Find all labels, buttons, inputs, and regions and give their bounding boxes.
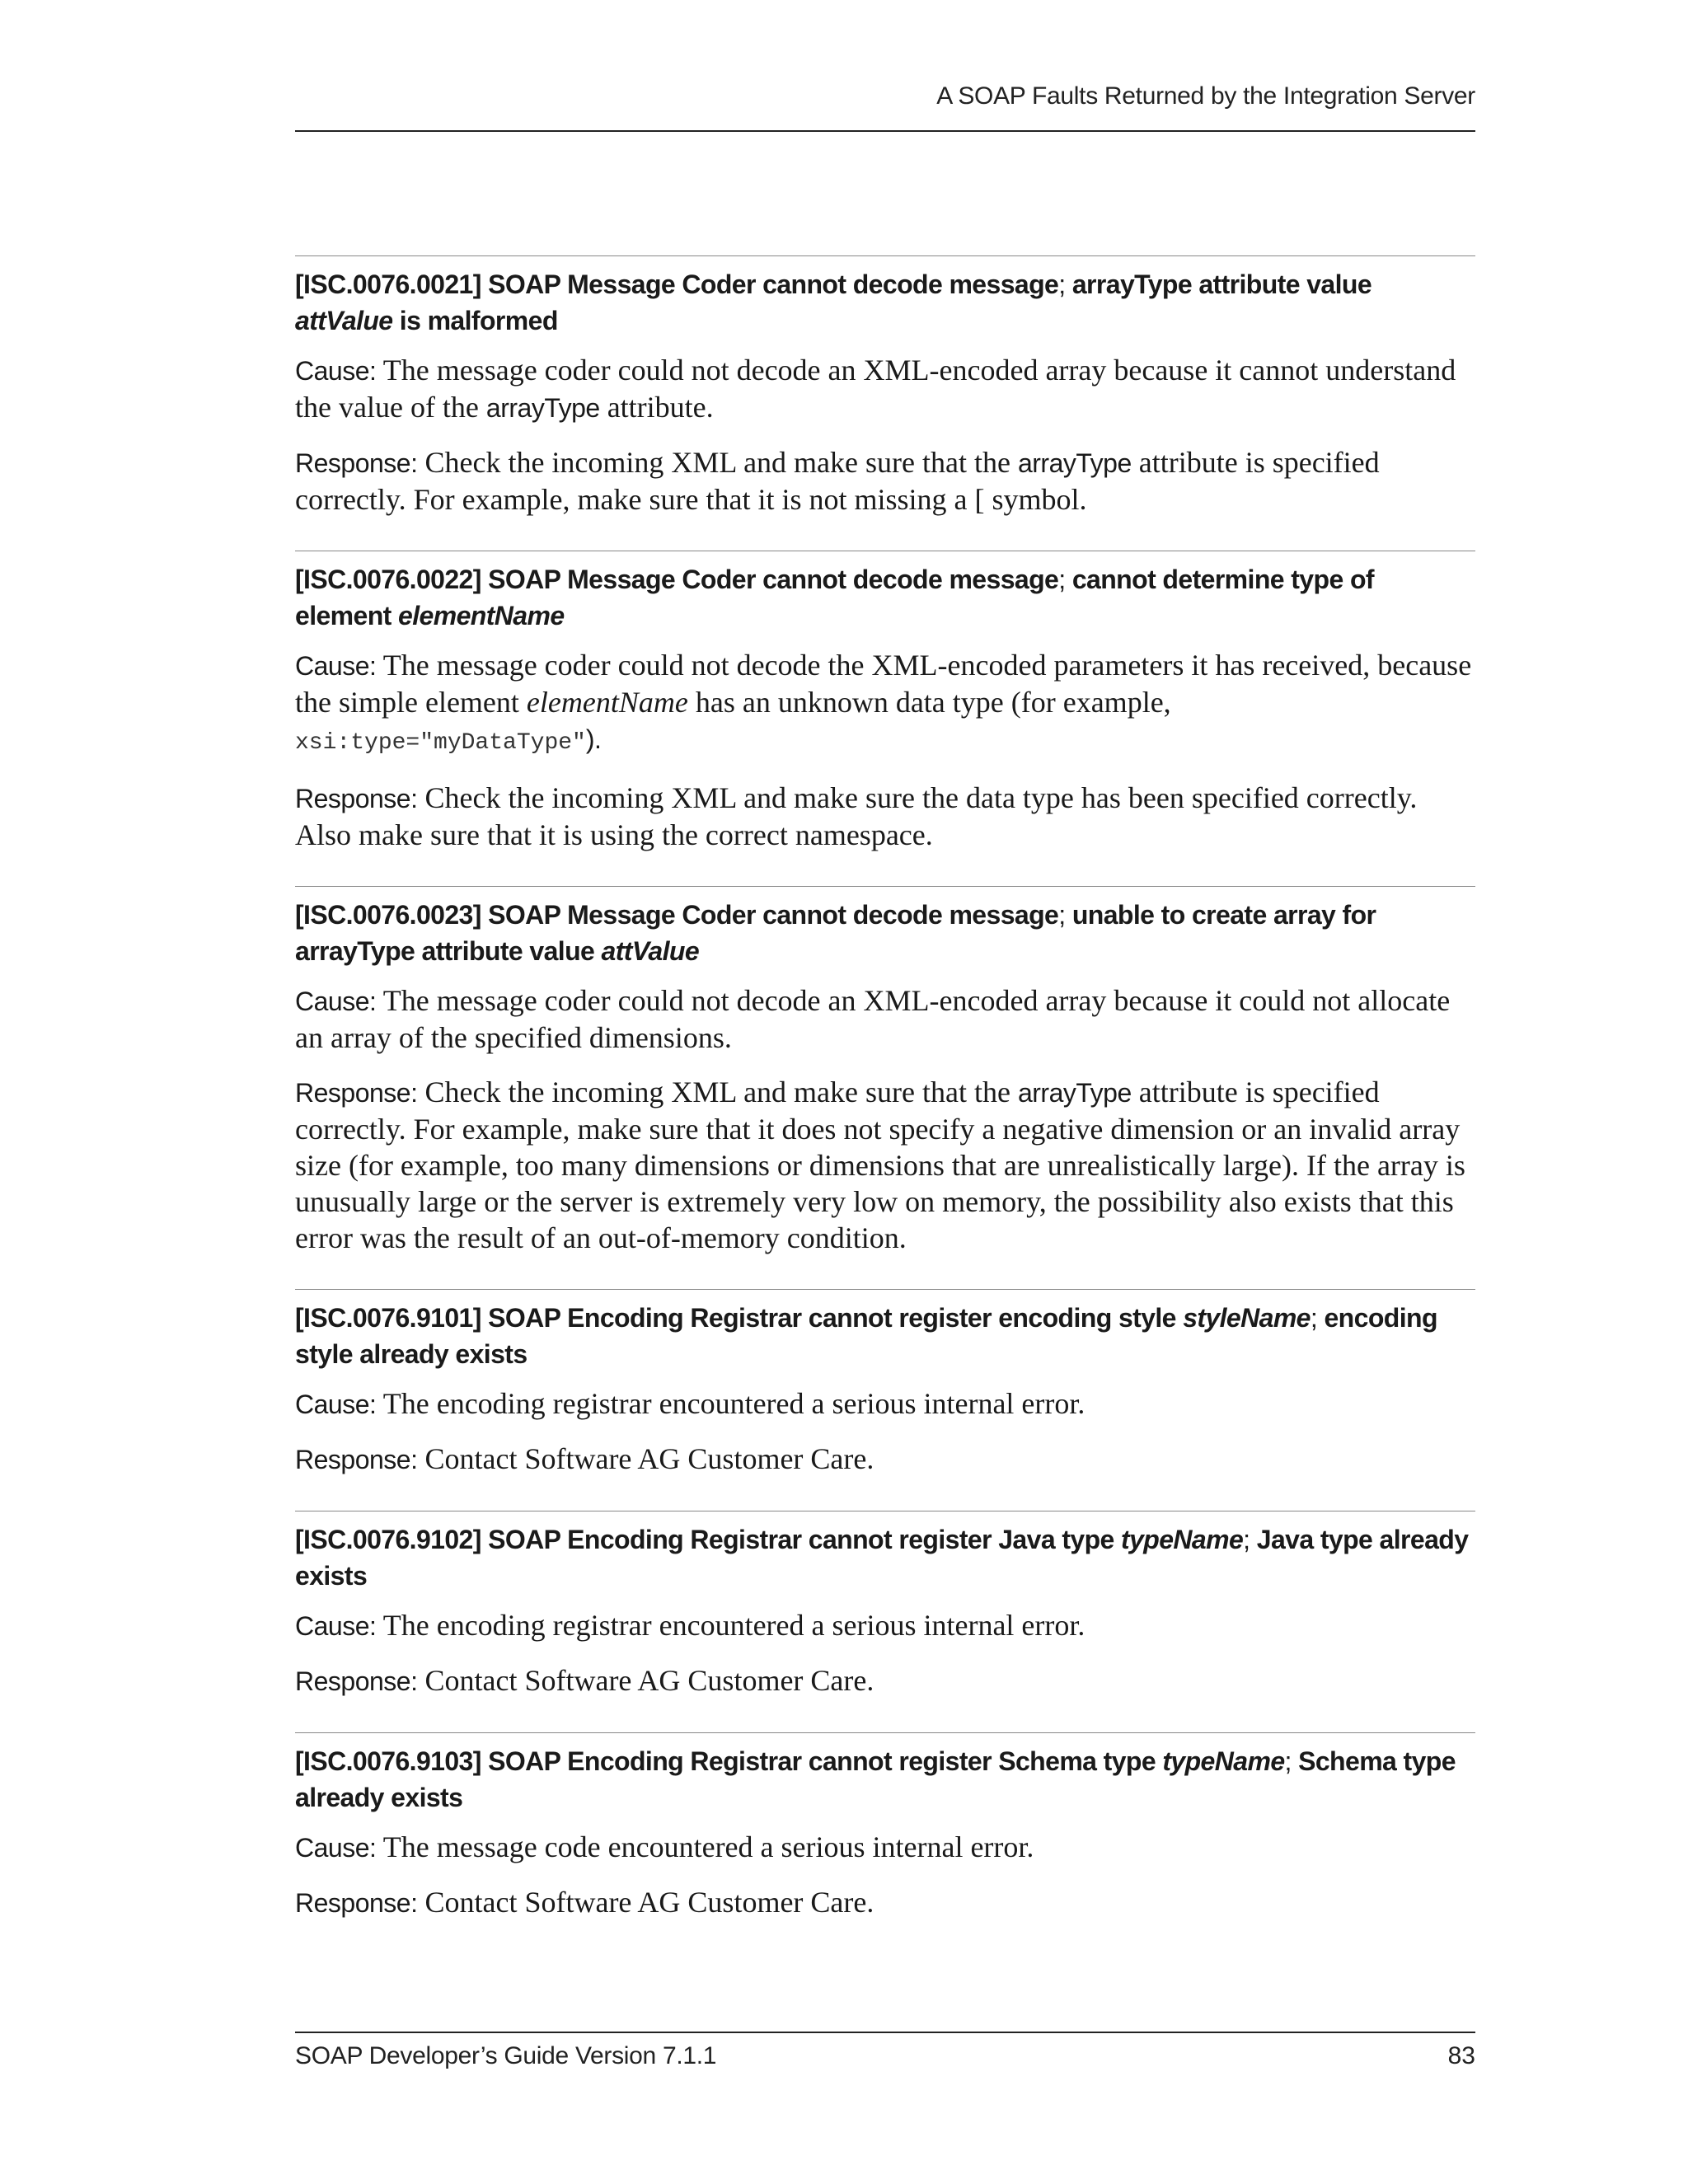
fault-variable: styleName <box>1183 1303 1311 1333</box>
fault-code: [ISC.0076.9102] <box>295 1525 481 1554</box>
fault-message: SOAP Encoding Registrar cannot register Schema type <box>488 1746 1156 1776</box>
term-arraytype: arrayType <box>1017 448 1132 478</box>
response-text: Check the incoming XML and make sure that the <box>424 446 1010 479</box>
term-arraytype: arrayType <box>485 393 600 423</box>
header-rule <box>295 130 1475 132</box>
cause-paragraph <box>295 352 1475 426</box>
code-example: xsi:type="myDataType" <box>295 730 586 756</box>
cause-text: The message coder could not decode an XML-encoded array because it cannot understand the value of the <box>295 354 1456 424</box>
fault-variable: typeName <box>1121 1525 1244 1554</box>
fault-title: [ISC.0076.9101] SOAP Encoding Registrar cannot register encoding style styleName; encoding style already exists <box>295 1303 1437 1369</box>
response-text: Check the incoming XML and make sure that the <box>424 1076 1010 1108</box>
fault-message-tail: is malformed <box>399 306 558 335</box>
cause-paragraph <box>295 647 1475 762</box>
response-label: Response: <box>295 1445 418 1474</box>
response-label: Response: <box>295 1888 418 1918</box>
running-header: A SOAP Faults Returned by the Integration Server <box>936 82 1475 110</box>
fault-title: [ISC.0076.9102] SOAP Encoding Registrar cannot register Java type typeName; Java type already exists <box>295 1525 1469 1591</box>
cause-label: Cause: <box>295 651 377 681</box>
response-label: Response: <box>295 448 418 478</box>
fault-variable: elementName <box>398 601 565 630</box>
footer-rule <box>295 2032 1475 2033</box>
fault-title: [ISC.0076.0022] SOAP Message Coder cannot decode message; cannot determine type of element elementName <box>295 565 1374 630</box>
response-paragraph <box>295 1441 1475 1478</box>
cause-text-middle: has an unknown data type (for example, <box>695 686 1171 719</box>
fault-message-detail: Schema type already exists <box>295 1746 1456 1812</box>
fault-entry-0022 <box>295 551 1475 853</box>
response-text-tail: attribute is specified correctly. For example, make sure that it is not missing a [ symbol. <box>295 446 1380 516</box>
fault-code: [ISC.0076.0023] <box>295 900 481 930</box>
response-text-tail: attribute is specified correctly. For example, make sure that it does not specify a negative dimension or an invalid array size (for example, too many dimensions or dimensions that are unrealistically large). If the array is unusually large or the server is extremely very low on memory, the possibility also exists that this error was the result of an out-of-memory condition. <box>295 1076 1465 1254</box>
response-text: Contact Software AG Customer Care. <box>424 1886 874 1919</box>
fault-message: SOAP Encoding Registrar cannot register encoding style <box>488 1303 1176 1333</box>
fault-entry-0021 <box>295 255 1475 518</box>
fault-message-detail: Java type already exists <box>295 1525 1469 1591</box>
cause-text: The message code encountered a serious internal error. <box>382 1830 1034 1863</box>
fault-message-detail: arrayType attribute value <box>1071 269 1372 299</box>
fault-list <box>295 255 1475 1954</box>
cause-paragraph <box>295 1607 1475 1644</box>
cause-label: Cause: <box>295 1611 377 1641</box>
fault-title: [ISC.0076.9103] SOAP Encoding Registrar cannot register Schema type typeName; Schema type already exists <box>295 1746 1456 1812</box>
cause-text: The encoding registrar encountered a serious internal error. <box>382 1387 1085 1420</box>
fault-title: [ISC.0076.0021] SOAP Message Coder cannot decode message; arrayType attribute value attValue is malformed <box>295 269 1372 335</box>
fault-entry-9103 <box>295 1732 1475 1921</box>
response-text: Contact Software AG Customer Care. <box>424 1442 874 1475</box>
fault-variable: attValue <box>601 936 700 966</box>
response-paragraph <box>295 780 1475 853</box>
cause-label: Cause: <box>295 1390 377 1419</box>
fault-code: [ISC.0076.9103] <box>295 1746 481 1776</box>
cause-text-tail: attribute. <box>607 391 714 424</box>
fault-code: [ISC.0076.9101] <box>295 1303 481 1333</box>
fault-message-detail: encoding style already exists <box>295 1303 1437 1369</box>
response-text: Check the incoming XML and make sure the data type has been specified correctly. Also make sure that it is using the correct namespace. <box>295 781 1418 851</box>
cause-text-tail: ). <box>585 724 602 754</box>
response-text: Contact Software AG Customer Care. <box>424 1664 874 1697</box>
cause-paragraph <box>295 1385 1475 1422</box>
cause-label: Cause: <box>295 987 377 1016</box>
fault-code: [ISC.0076.0022] <box>295 565 481 594</box>
element-name-variable: elementName <box>526 686 688 719</box>
fault-entry-0023 <box>295 886 1475 1256</box>
fault-message: SOAP Encoding Registrar cannot register Java type <box>488 1525 1114 1554</box>
response-paragraph <box>295 1662 1475 1699</box>
fault-code: [ISC.0076.0021] <box>295 269 481 299</box>
fault-variable: typeName <box>1162 1746 1285 1776</box>
response-label: Response: <box>295 1078 418 1108</box>
cause-paragraph <box>295 982 1475 1056</box>
response-paragraph <box>295 444 1475 518</box>
response-paragraph <box>295 1884 1475 1921</box>
page-number: 83 <box>1447 2042 1475 2069</box>
cause-text: The message coder could not decode the XML-encoded parameters it has received, because the simple element <box>295 649 1472 719</box>
cause-label: Cause: <box>295 356 377 386</box>
footer-guide-title: SOAP Developer’s Guide Version 7.1.1 <box>295 2042 717 2069</box>
fault-message: SOAP Message Coder cannot decode message <box>488 269 1059 299</box>
cause-paragraph <box>295 1829 1475 1866</box>
fault-title: [ISC.0076.0023] SOAP Message Coder cannot decode message; unable to create array for arrayType attribute value attValue <box>295 900 1376 966</box>
fault-entry-9102 <box>295 1511 1475 1699</box>
response-label: Response: <box>295 784 418 813</box>
fault-variable: attValue <box>295 306 393 335</box>
response-label: Response: <box>295 1666 418 1696</box>
fault-message: SOAP Message Coder cannot decode message <box>488 565 1059 594</box>
response-paragraph <box>295 1074 1475 1256</box>
term-arraytype: arrayType <box>1017 1078 1132 1108</box>
fault-message-detail: cannot determine type of element <box>295 565 1374 630</box>
fault-entry-9101 <box>295 1289 1475 1478</box>
cause-text: The message coder could not decode an XML-encoded array because it could not allocate an array of the specified dimensions. <box>295 984 1451 1054</box>
fault-message: SOAP Message Coder cannot decode message <box>488 900 1059 930</box>
fault-message-detail: unable to create array for arrayType attribute value <box>295 900 1376 966</box>
cause-label: Cause: <box>295 1833 377 1863</box>
cause-text: The encoding registrar encountered a serious internal error. <box>382 1609 1085 1642</box>
